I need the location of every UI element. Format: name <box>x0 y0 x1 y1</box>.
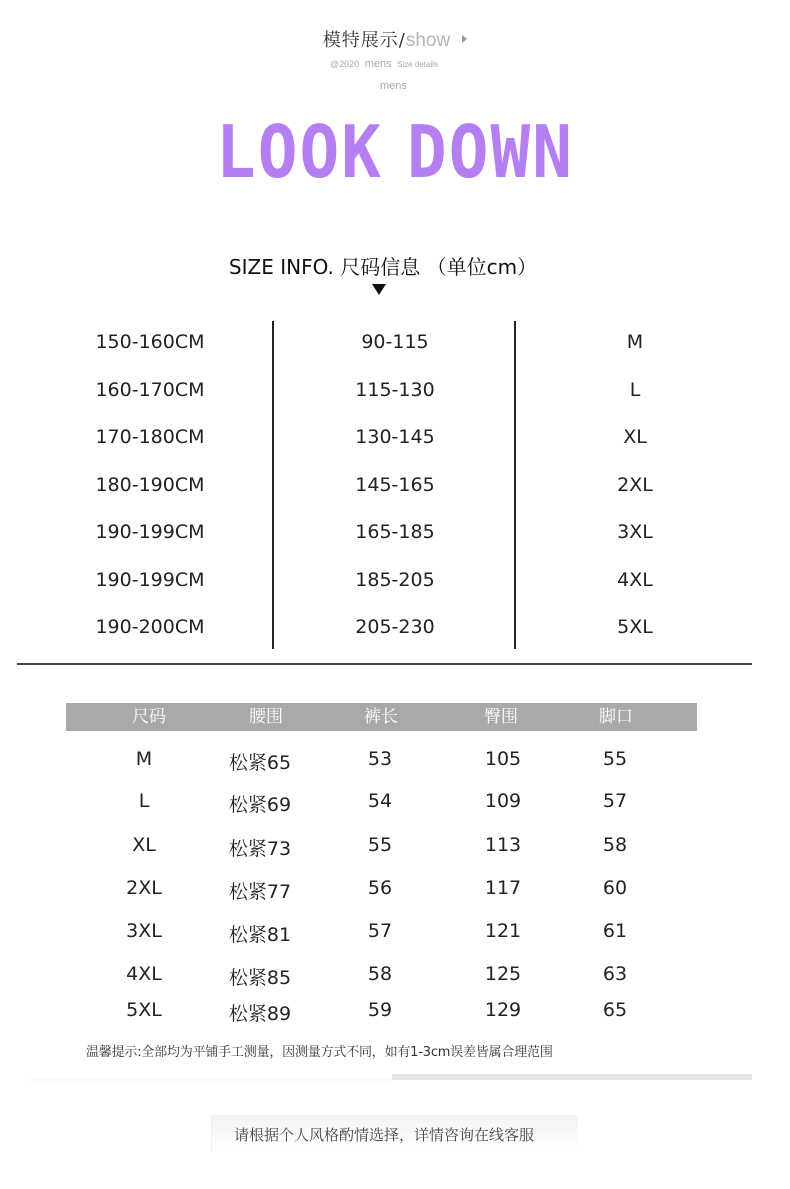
size-guide-cell-height: 190-199CM <box>95 568 205 591</box>
size-guide-cell-size: 3XL <box>617 521 653 543</box>
header-title-en: show <box>405 30 451 51</box>
column-divider <box>514 321 516 649</box>
section-divider <box>17 663 752 665</box>
footer-tip: 请根据个人风格酌情选择，详情咨询在线客服 <box>234 1126 535 1144</box>
banner-word-down: DOWN <box>407 110 574 195</box>
size-guide-cell-height: 160-170CM <box>95 378 205 401</box>
size-guide-cell-weight: 115-130 <box>355 378 435 401</box>
measure-cell-hip: 105 <box>484 748 522 770</box>
divider-shade <box>392 1074 752 1080</box>
measure-cell-size: 2XL <box>126 877 162 899</box>
measure-cell-length: 56 <box>367 877 393 899</box>
header-size-details: Size details <box>397 60 439 69</box>
measure-cell-hem: 58 <box>602 834 628 856</box>
measure-cell-waist: 松紧73 <box>228 838 292 860</box>
measure-cell-hip: 117 <box>484 877 522 899</box>
size-guide-cell-size: M <box>626 331 644 353</box>
measure-cell-size: 5XL <box>126 999 162 1021</box>
measure-cell-hip: 109 <box>484 790 522 812</box>
size-guide-cell-weight: 90-115 <box>361 331 429 353</box>
size-guide-cell-size: L <box>629 378 641 401</box>
measure-cell-length: 58 <box>367 963 393 985</box>
size-guide-cell-weight: 205-230 <box>355 616 435 638</box>
header-cell-hip: 臀围 <box>484 707 518 727</box>
play-triangle-icon <box>462 35 467 43</box>
size-guide-cell-size: 5XL <box>617 616 653 638</box>
measure-cell-waist: 松紧65 <box>228 752 292 774</box>
measure-cell-length: 53 <box>367 748 393 770</box>
size-guide-cell-height: 150-160CM <box>95 331 205 353</box>
header-mens: mens <box>364 58 392 70</box>
look-down-banner <box>0 110 790 195</box>
measure-cell-hem: 57 <box>602 790 628 812</box>
measure-cell-hem: 65 <box>602 999 628 1021</box>
measure-cell-hem: 60 <box>602 877 628 899</box>
down-arrow-icon <box>372 284 386 295</box>
header-title-cn: 模特展示/ <box>322 30 406 51</box>
size-guide-cell-size: 2XL <box>617 473 653 496</box>
column-divider <box>272 321 274 649</box>
measure-cell-length: 59 <box>367 999 393 1021</box>
divider-shade <box>30 1078 390 1084</box>
header-subtitle <box>330 58 438 70</box>
size-guide-cell-height: 190-199CM <box>95 521 205 543</box>
measure-cell-waist: 松紧85 <box>228 967 292 989</box>
measure-cell-size: 4XL <box>126 963 162 985</box>
size-guide-cell-weight: 145-165 <box>355 473 435 496</box>
size-guide-cell-weight: 165-185 <box>355 521 435 543</box>
banner-word-look: LOOK <box>216 110 383 195</box>
section-header <box>0 26 790 56</box>
footer-tip-box <box>211 1115 578 1151</box>
measure-cell-hip: 129 <box>484 999 522 1021</box>
measure-table-header <box>66 703 697 731</box>
size-info-title: SIZE INFO. 尺码信息 （单位cm） <box>228 255 538 279</box>
measure-cell-waist: 松紧69 <box>228 794 292 816</box>
size-guide-cell-height: 180-190CM <box>95 473 205 496</box>
measure-cell-hip: 121 <box>484 920 522 942</box>
measure-cell-hip: 113 <box>484 834 522 856</box>
header-mens-2: mens <box>380 80 407 92</box>
measure-cell-length: 55 <box>367 834 393 856</box>
measure-cell-hem: 61 <box>602 920 628 942</box>
size-guide-cell-height: 190-200CM <box>95 616 205 638</box>
measure-cell-size: M <box>135 748 153 770</box>
measure-cell-size: XL <box>132 834 156 856</box>
measure-cell-waist: 松紧81 <box>228 924 292 946</box>
size-guide-cell-weight: 130-145 <box>355 426 435 448</box>
size-guide-cell-height: 170-180CM <box>95 426 205 448</box>
header-year: @2020 <box>330 59 360 69</box>
size-guide-cell-weight: 185-205 <box>355 568 435 591</box>
header-cell-length: 裤长 <box>364 707 398 727</box>
measure-cell-waist: 松紧89 <box>228 1003 292 1025</box>
size-guide-cell-size: XL <box>623 426 647 448</box>
header-cell-hem: 脚口 <box>599 707 633 727</box>
measure-cell-hip: 125 <box>484 963 522 985</box>
size-guide-cell-size: 4XL <box>617 568 653 591</box>
measure-cell-size: 3XL <box>126 920 162 942</box>
measure-cell-length: 54 <box>367 790 393 812</box>
header-cell-size: 尺码 <box>132 707 166 727</box>
measure-cell-size: L <box>138 790 150 812</box>
measurement-note: 温馨提示:全部均为平铺手工测量，因测量方式不同，如有1-3cm误差皆属合理范围 <box>86 1045 553 1060</box>
measure-cell-hem: 55 <box>602 748 628 770</box>
header-cell-waist: 腰围 <box>249 707 283 727</box>
measure-cell-waist: 松紧77 <box>228 881 292 903</box>
measure-cell-hem: 63 <box>602 963 628 985</box>
measure-cell-length: 57 <box>367 920 393 942</box>
